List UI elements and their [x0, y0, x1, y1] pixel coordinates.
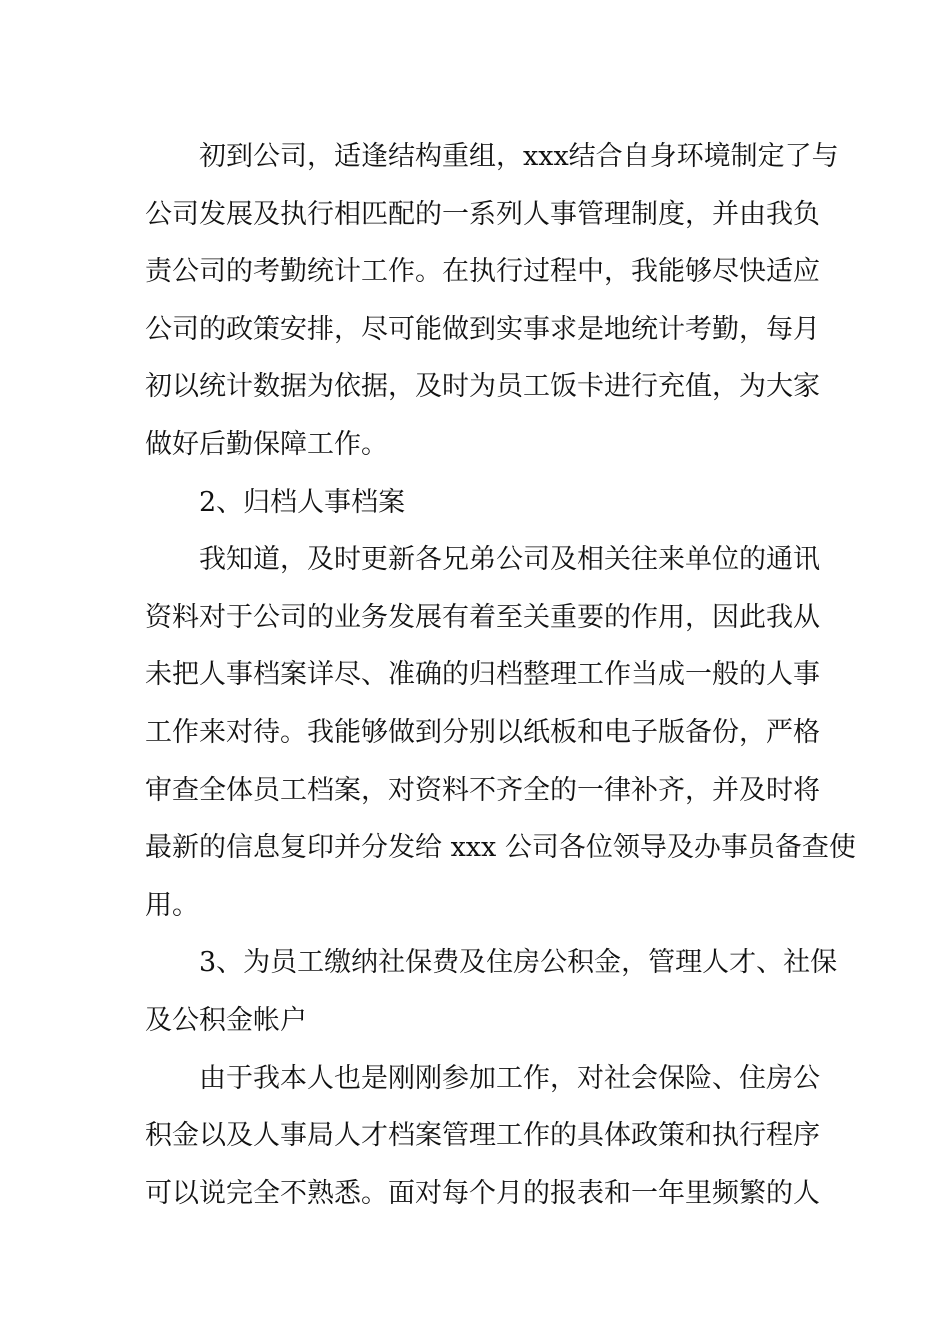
text-line: 由于我本人也是刚刚参加工作，对社会保险、住房公	[199, 1062, 820, 1094]
text-line: 公司发展及执行相匹配的一系列人事管理制度，并由我负	[145, 198, 820, 230]
text-line: 责公司的考勤统计工作。在执行过程中，我能够尽快适应	[145, 256, 820, 288]
text-line: 我知道，及时更新各兄弟公司及相关往来单位的通讯	[199, 544, 820, 576]
text-line: 可以说完全不熟悉。面对每个月的报表和一年里频繁的人	[145, 1177, 820, 1209]
text-line: 积金以及人事局人才档案管理工作的具体政策和执行程序	[145, 1120, 820, 1152]
heading-archive-records	[145, 474, 805, 532]
paragraph-attendance	[145, 128, 839, 474]
text-line: 初到公司，适逢结构重组，xxx结合自身环境制定了与	[199, 141, 839, 172]
text-line: 资料对于公司的业务发展有着至关重要的作用，因此我从	[145, 601, 820, 633]
text-line: 初以统计数据为依据，及时为员工饭卡进行充值，为大家	[145, 371, 820, 403]
document-body	[145, 128, 856, 1222]
section-heading: 2、归档人事档案	[199, 486, 406, 518]
text-line: 工作来对待。我能够做到分别以纸板和电子版备份，严格	[145, 716, 820, 748]
text-line: 未把人事档案详尽、准确的归档整理工作当成一般的人事	[145, 659, 820, 691]
paragraph-social-security	[145, 1050, 820, 1223]
section-heading: 及公积金帐户	[145, 1004, 307, 1036]
text-line: 最新的信息复印并分发给 xxx 公司各位领导及办事员备查使	[145, 832, 856, 864]
section-heading: 3、为员工缴纳社保费及住房公积金，管理人才、社保	[199, 947, 838, 979]
text-line: 审查全体员工档案，对资料不齐全的一律补齐，并及时将	[145, 774, 820, 806]
text-line: 用。	[145, 889, 199, 921]
text-line: 做好后勤保障工作。	[145, 428, 388, 460]
heading-social-security	[145, 934, 838, 1049]
text-line: 公司的政策安排，尽可能做到实事求是地统计考勤，每月	[145, 313, 820, 345]
paragraph-archive	[145, 531, 856, 934]
